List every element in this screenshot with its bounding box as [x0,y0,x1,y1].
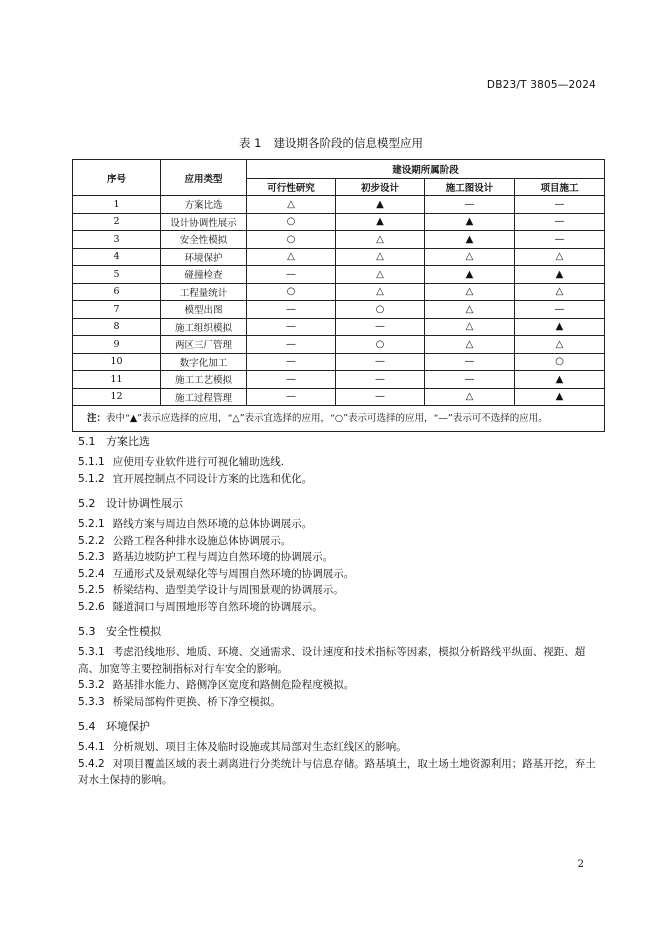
cell-stage-symbol: — [425,196,515,214]
cell-stage-symbol: △ [425,248,515,266]
clause-number: 5.3.3 [78,695,105,708]
clause [78,599,604,616]
clause [78,677,604,694]
table-number: 表 1 [239,136,262,150]
cell-no: 11 [73,371,161,389]
cell-no: 8 [73,318,161,336]
cell-stage-symbol: — [247,371,336,389]
cell-stage-symbol: — [515,196,605,214]
clause-text: 路基排水能力、路侧净区宽度和路侧危险程度模拟。 [112,679,355,691]
cell-stage-symbol: — [247,318,336,336]
clause-text: 隧道洞口与周围地形等自然环境的协调展示。 [112,600,323,613]
cell-stage-symbol: — [425,353,515,371]
cell-type: 施工过程管理 [161,388,247,406]
table-row [73,213,605,231]
clause-text: 应使用专业软件进行可视化辅助选线. [112,456,285,468]
table-title: 建设期各阶段的信息模型应用 [273,136,423,150]
clause [78,644,604,677]
clause-text: 桥梁结构、造型美学设计与周围景观的协调展示。 [112,584,344,596]
clause [78,516,604,533]
cell-stage-symbol: ○ [247,213,336,231]
table-row [73,353,605,371]
clause [78,454,604,471]
table-row [73,248,605,266]
cell-no: 5 [73,266,161,284]
cell-stage-symbol: △ [425,388,515,406]
cell-no: 6 [73,283,161,301]
cell-stage-symbol: △ [336,266,425,284]
table-caption [0,135,662,151]
section-title: 方案比选 [106,435,150,448]
cell-stage-symbol: — [336,388,425,406]
table-row [73,301,605,319]
cell-stage-symbol: △ [336,283,425,301]
cell-stage-symbol: — [247,353,336,371]
section-number: 5.4 [78,720,96,733]
section-number: 5.1 [78,435,96,448]
page-number: 2 [577,859,584,870]
clause [78,582,604,599]
clause-number: 5.2.1 [78,518,105,530]
document-code: DB23/T 3805—2024 [486,79,596,91]
cell-no: 7 [73,301,161,319]
cell-stage-symbol: — [425,371,515,389]
clause-number: 5.4.2 [78,757,105,770]
cell-type: 安全性模拟 [161,231,247,249]
clause-text: 桥梁局部构件更换、桥下净空模拟。 [112,695,281,708]
cell-no: 3 [73,231,161,249]
cell-stage-symbol: — [515,301,605,319]
section-heading [78,620,604,644]
cell-stage-symbol: △ [425,318,515,336]
cell-type: 碰撞检查 [161,266,247,284]
clause-number: 5.1.2 [78,472,105,485]
clause-number: 5.2.5 [78,584,105,596]
clause-text: 路线方案与周边自然环境的总体协调展示。 [112,518,313,530]
cell-type: 施工工艺模拟 [161,371,247,389]
section-heading [78,492,604,516]
cell-stage-symbol: △ [247,196,336,214]
cell-stage-symbol: ▲ [425,213,515,231]
cell-stage-symbol: ○ [336,336,425,354]
cell-stage-symbol: △ [336,248,425,266]
clause-number: 5.4.1 [78,741,105,753]
cell-stage-symbol: ○ [247,283,336,301]
body-sections [78,430,604,794]
cell-stage-symbol: △ [336,231,425,249]
cell-stage-symbol: ○ [247,231,336,249]
clause-number: 5.1.1 [78,456,105,468]
section-heading [78,430,604,454]
cell-stage-symbol: ▲ [515,318,605,336]
table-row [73,336,605,354]
section-title: 环境保护 [106,720,150,733]
cell-stage-symbol: ○ [515,353,605,371]
clause-text: 互通形式及景观绿化等与周围自然环境的协调展示。 [112,567,355,580]
clause [78,549,604,566]
col-header-stage: 可行性研究 [247,179,336,196]
cell-stage-symbol: ▲ [425,266,515,284]
clause [78,739,604,756]
cell-type: 模型出图 [161,301,247,319]
clause-text: 宜开展控制点不同设计方案的比选和优化。 [112,472,313,485]
cell-stage-symbol: ▲ [515,371,605,389]
cell-type: 环境保护 [161,248,247,266]
table-row [73,266,605,284]
cell-type: 施工组织模拟 [161,318,247,336]
col-header-type: 应用类型 [161,160,247,196]
cell-stage-symbol: — [247,266,336,284]
cell-stage-symbol: — [336,371,425,389]
application-table [72,159,605,432]
col-header-stage: 施工图设计 [425,179,515,196]
note-text: 表中“▲”表示应选择的应用，“△”表示宜选择的应用，“○”表示可选择的应用，“—”表示可不选择的应用。 [106,413,548,424]
cell-stage-symbol: △ [425,283,515,301]
col-header-stage: 初步设计 [336,179,425,196]
cell-stage-symbol: ▲ [515,388,605,406]
cell-stage-symbol: △ [515,248,605,266]
cell-no: 9 [73,336,161,354]
cell-stage-symbol: — [336,353,425,371]
clause-text: 公路工程各种排水设施总体协调展示。 [112,534,292,547]
clause-number: 5.2.3 [78,551,105,563]
col-header-stage-group: 建设期所属阶段 [247,160,605,179]
cell-no: 10 [73,353,161,371]
clause [78,533,604,550]
table-note [73,406,605,432]
table-row [73,231,605,249]
cell-no: 4 [73,248,161,266]
cell-stage-symbol: ▲ [336,196,425,214]
cell-stage-symbol: △ [247,248,336,266]
cell-stage-symbol: ○ [336,301,425,319]
cell-stage-symbol: — [247,336,336,354]
section-heading [78,715,604,739]
cell-type: 数字化加工 [161,353,247,371]
cell-stage-symbol: ▲ [336,213,425,231]
clause [78,756,604,789]
table-row [73,371,605,389]
cell-stage-symbol: — [515,213,605,231]
cell-type: 两区三厂管理 [161,336,247,354]
cell-no: 1 [73,196,161,214]
clause [78,471,604,488]
cell-stage-symbol: △ [425,336,515,354]
col-header-no: 序号 [73,160,161,196]
cell-stage-symbol: △ [515,283,605,301]
table-row [73,196,605,214]
section-number: 5.3 [78,625,96,638]
clause [78,566,604,583]
col-header-stage: 项目施工 [515,179,605,196]
table-row [73,283,605,301]
clause-number: 5.3.2 [78,679,105,691]
clause-number: 5.2.4 [78,567,105,580]
clause-number: 5.3.1 [78,646,105,658]
clause-text: 路基边坡防护工程与周边自然环境的协调展示。 [112,551,334,563]
clause-number: 5.2.2 [78,534,105,547]
section-title: 安全性模拟 [106,625,161,638]
cell-stage-symbol: — [515,231,605,249]
cell-no: 2 [73,213,161,231]
section-number: 5.2 [78,497,96,510]
cell-stage-symbol: — [247,301,336,319]
cell-type: 方案比选 [161,196,247,214]
cell-stage-symbol: — [247,388,336,406]
note-label: 注： [87,413,107,424]
clause-text: 对项目覆盖区域的表土剥离进行分类统计与信息存储。路基填土，取土场土地资源利用；路基开挖，弃土对水土保持的影响。 [78,757,596,786]
section-title: 设计协调性展示 [106,497,183,510]
table-row [73,388,605,406]
clause [78,694,604,711]
clause-text: 分析规划、项目主体及临时设施或其局部对生态红线区的影响。 [112,741,407,753]
cell-stage-symbol: — [336,318,425,336]
cell-stage-symbol: △ [425,301,515,319]
clause-text: 考虑沿线地形、地质、环境、交通需求、设计速度和技术指标等因素，模拟分析路线平纵面、视距、超高、加宽等主要控制指标对行车安全的影响。 [78,646,586,675]
cell-stage-symbol: △ [515,336,605,354]
cell-stage-symbol: ▲ [425,231,515,249]
cell-no: 12 [73,388,161,406]
table-row [73,318,605,336]
cell-stage-symbol: ▲ [515,266,605,284]
cell-type: 设计协调性展示 [161,213,247,231]
cell-type: 工程量统计 [161,283,247,301]
clause-number: 5.2.6 [78,600,105,613]
